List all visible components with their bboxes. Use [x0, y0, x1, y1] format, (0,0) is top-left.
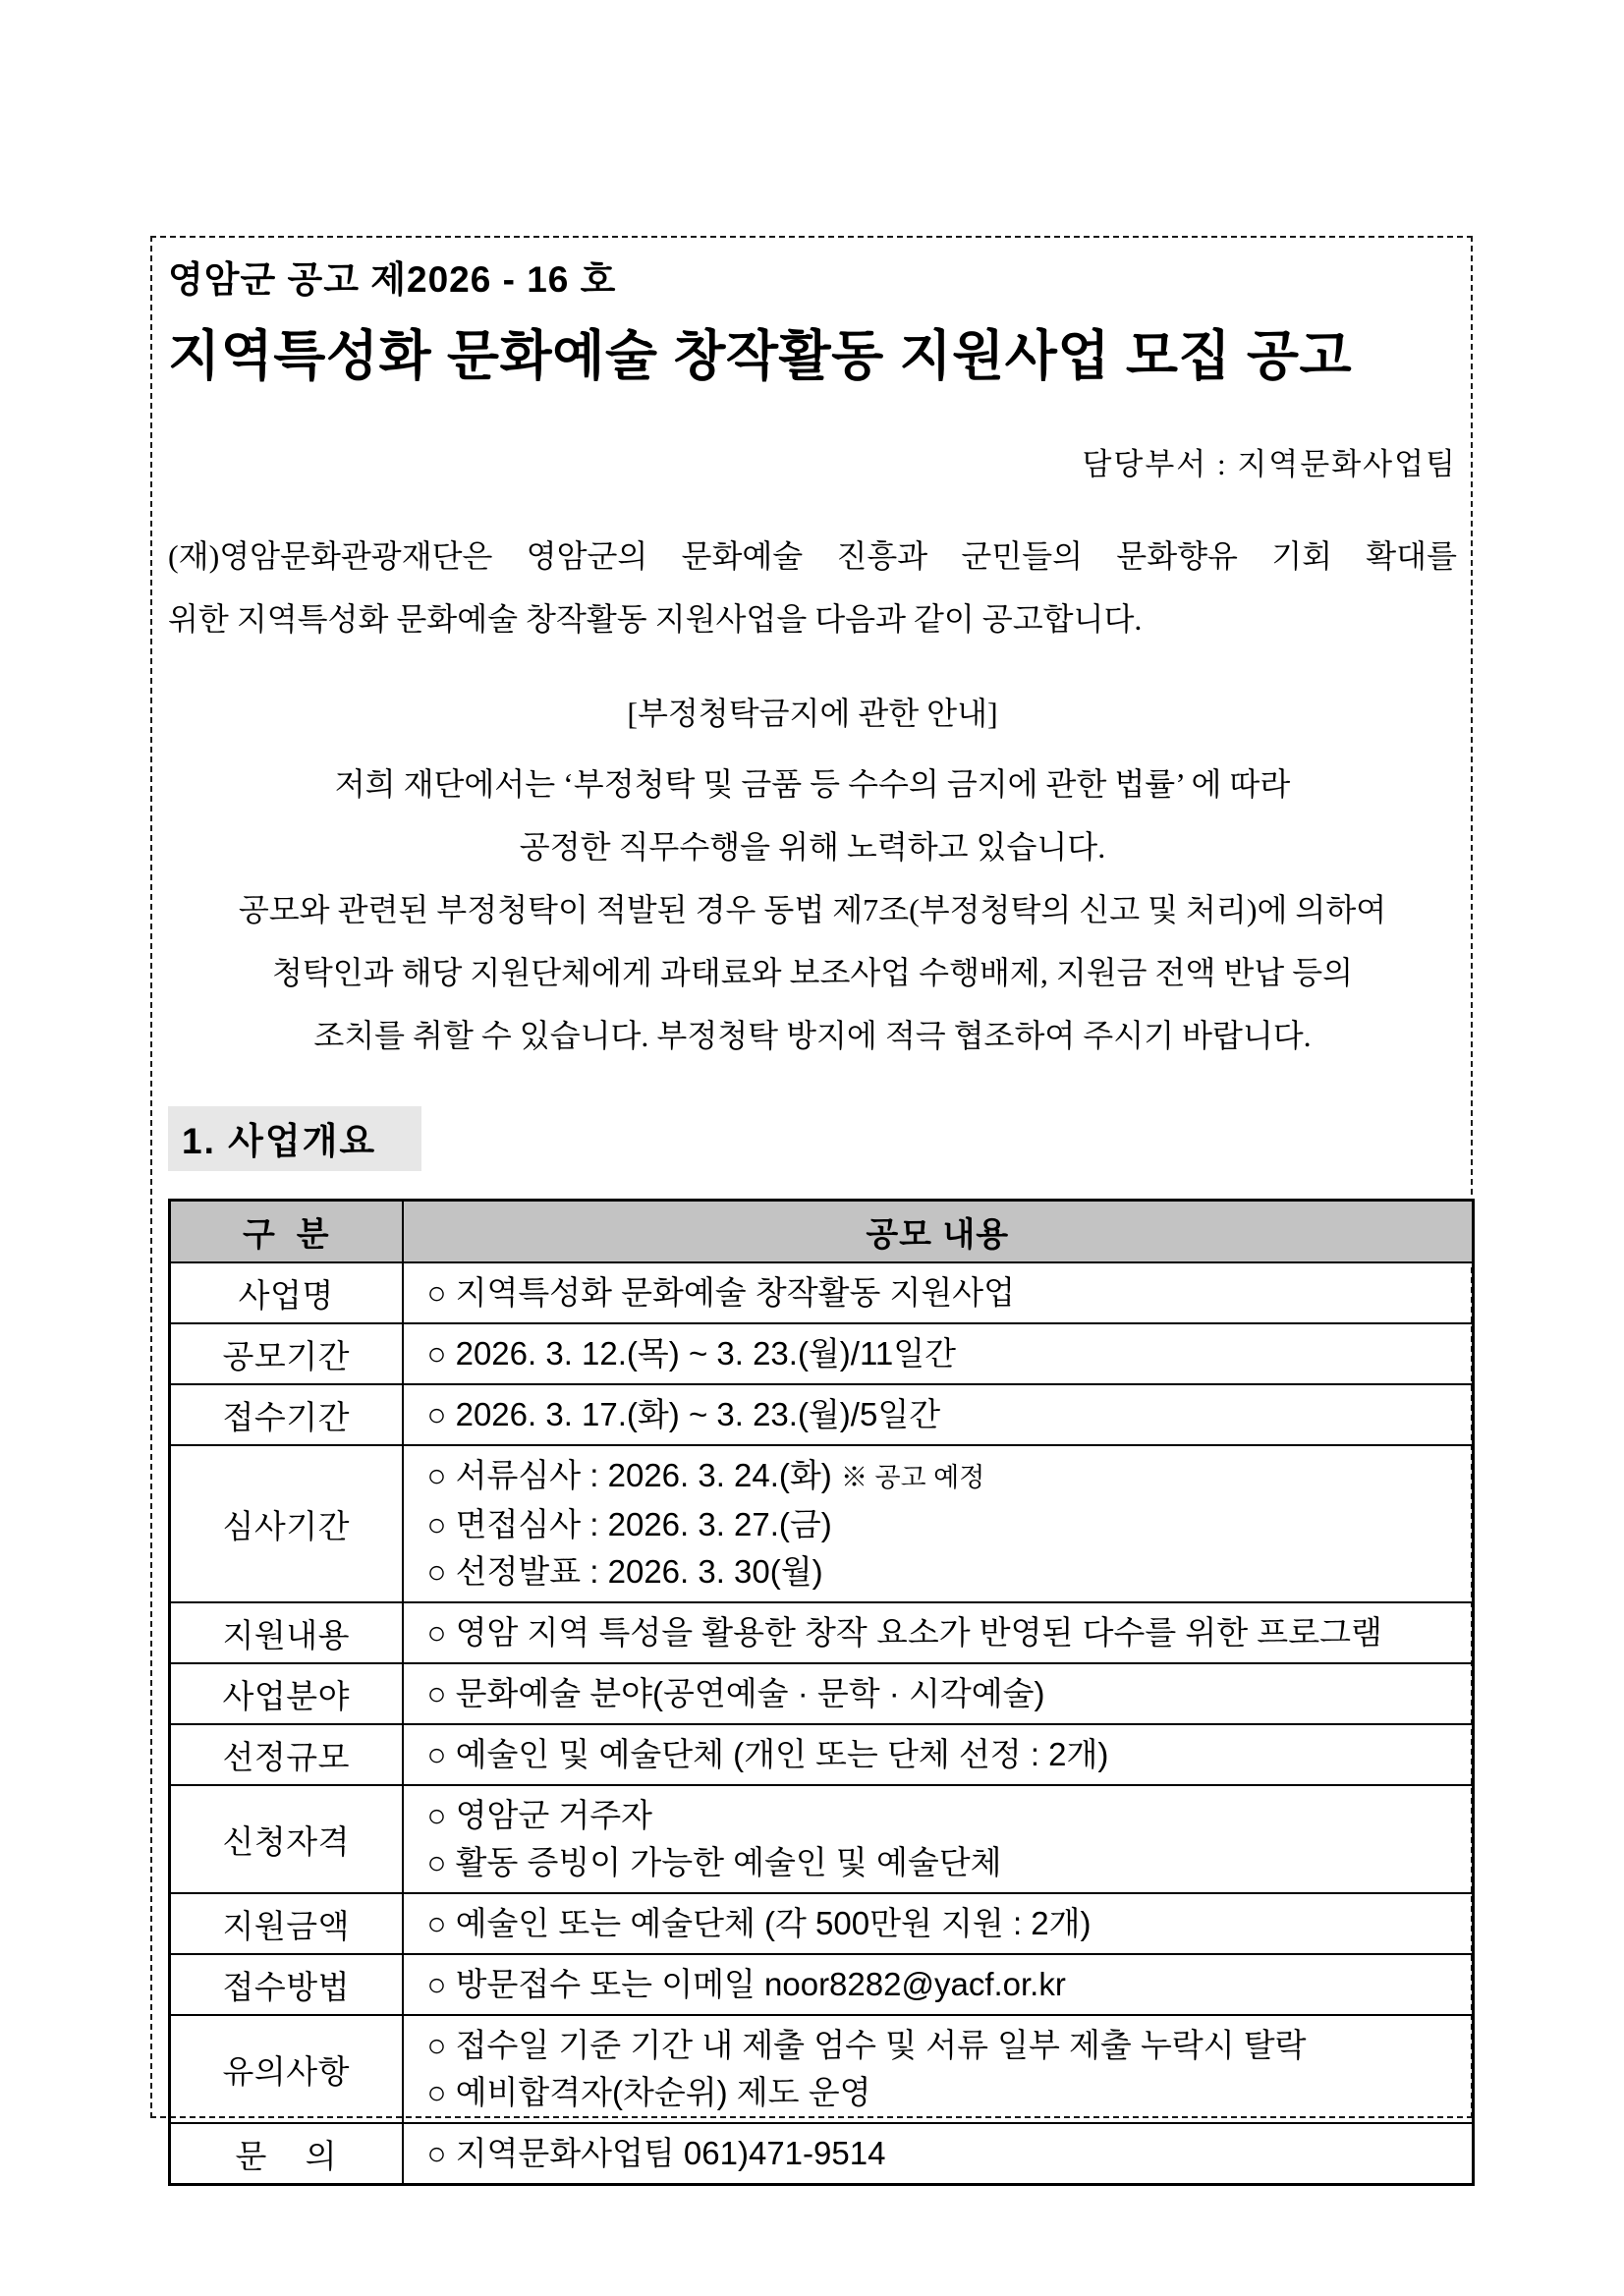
- table-row: [170, 1954, 1474, 2015]
- content-line: ○ 예비합격자(차순위) 제도 운영: [426, 2074, 871, 2110]
- table-row: [170, 1262, 1474, 1323]
- row-content: [403, 2123, 1474, 2185]
- row-label: 공모기간: [170, 1323, 403, 1384]
- content-line: ○ 예술인 또는 예술단체 (각 500만원 지원 : 2개): [426, 1905, 1092, 1941]
- content-line: ○ 선정발표 : 2026. 3. 30(월): [426, 1553, 823, 1590]
- table-row: [170, 2123, 1474, 2185]
- section1-heading: 1. 사업개요: [168, 1106, 421, 1171]
- row-label: 접수기간: [170, 1384, 403, 1445]
- row-label: 사업분야: [170, 1663, 403, 1724]
- page-title: 지역특성화 문화예술 창작활동 지원사업 모집 공고: [168, 325, 1353, 386]
- intro-line: (재)영암문화관광재단은 영암군의 문화예술 진흥과 군민들의 문화향유 기회 확대를: [168, 538, 1457, 574]
- col-header-gubun: 구 분: [170, 1201, 403, 1263]
- content-line: ○ 지역문화사업팀 061)471-9514: [426, 2135, 886, 2171]
- page-border: [150, 236, 1473, 2174]
- table-row: [170, 1663, 1474, 1724]
- intro-line: 위한 지역특성화 문화예술 창작활동 지원사업을 다음과 같이 공고합니다.: [168, 601, 1143, 637]
- table-row: [170, 1445, 1474, 1602]
- table-row: [170, 1893, 1474, 1954]
- intro-paragraph: [168, 525, 1457, 650]
- anti-graft-line: 조치를 취할 수 있습니다. 부정청탁 방지에 적극 협조하여 주시기 바랍니다.: [313, 1018, 1312, 1053]
- row-content: [403, 2015, 1474, 2123]
- row-content: [403, 1893, 1474, 1954]
- row-content: [403, 1323, 1474, 1384]
- anti-graft-notice: [168, 682, 1457, 1067]
- table-header-row: [170, 1201, 1474, 1263]
- row-label: 심사기간: [170, 1445, 403, 1602]
- anti-graft-heading: [부정청탁금지에 관한 안내]: [627, 696, 998, 731]
- row-content: [403, 1262, 1474, 1323]
- table-row: [170, 1602, 1474, 1663]
- table-row: [170, 2015, 1474, 2123]
- content-line: ○ 면접심사 : 2026. 3. 27.(금): [426, 1506, 832, 1542]
- content-line: ○ 예술인 및 예술단체 (개인 또는 단체 선정 : 2개): [426, 1736, 1109, 1772]
- content-line: ○ 2026. 3. 12.(목) ~ 3. 23.(월)/11일간: [426, 1335, 956, 1372]
- row-label: 선정규모: [170, 1724, 403, 1785]
- row-content: [403, 1663, 1474, 1724]
- content-line: ○ 영암군 거주자: [426, 1797, 653, 1833]
- row-content: [403, 1954, 1474, 2015]
- row-content: [403, 1384, 1474, 1445]
- row-label: 지원금액: [170, 1893, 403, 1954]
- content-text: ○ 서류심사 : 2026. 3. 24.(화): [426, 1457, 832, 1493]
- row-label: 접수방법: [170, 1954, 403, 2015]
- content-line: ○ 접수일 기준 기간 내 제출 엄수 및 서류 일부 제출 누락시 탈락: [426, 2027, 1307, 2063]
- content-line: ○ 영암 지역 특성을 활용한 창작 요소가 반영된 다수를 위한 프로그램: [426, 1614, 1382, 1651]
- section1: [168, 1106, 1457, 1171]
- anti-graft-line: 청탁인과 해당 지원단체에게 과태료와 보조사업 수행배제, 지원금 전액 반납 등의: [271, 955, 1354, 990]
- row-content: [403, 1724, 1474, 1785]
- table-row: [170, 1384, 1474, 1445]
- notice-number: 영암군 공고 제2026 - 16 호: [168, 259, 617, 300]
- row-content: [403, 1785, 1474, 1893]
- content-line: [427, 1452, 1465, 1501]
- department-line: 담당부서 : 지역문화사업팀: [1082, 447, 1457, 481]
- table-row: [170, 1785, 1474, 1893]
- anti-graft-line: 저희 재단에서는 ‘부정청탁 및 금품 등 수수의 금지에 관한 법률’ 에 따라: [334, 766, 1291, 802]
- row-label: 신청자격: [170, 1785, 403, 1893]
- content-line: ○ 활동 증빙이 가능한 예술인 및 예술단체: [426, 1844, 1002, 1880]
- row-content: [403, 1445, 1474, 1602]
- content-line: ○ 2026. 3. 17.(화) ~ 3. 23.(월)/5일간: [426, 1396, 941, 1432]
- overview-table: [168, 1199, 1475, 2186]
- row-label: 문 의: [170, 2123, 403, 2185]
- row-label: 유의사항: [170, 2015, 403, 2123]
- row-label: 사업명: [170, 1262, 403, 1323]
- col-header-content: 공모 내용: [403, 1201, 1474, 1263]
- anti-graft-line: 공정한 직무수행을 위해 노력하고 있습니다.: [519, 829, 1106, 865]
- table-row: [170, 1724, 1474, 1785]
- note-text: ※ 공고 예정: [840, 1463, 985, 1492]
- row-content: [403, 1602, 1474, 1663]
- table-row: [170, 1323, 1474, 1384]
- content-line: ○ 지역특성화 문화예술 창작활동 지원사업: [426, 1274, 1016, 1311]
- content-line: ○ 방문접수 또는 이메일 noor8282@yacf.or.kr: [426, 1966, 1066, 2002]
- content-line: ○ 문화예술 분야(공연예술 · 문학 · 시각예술): [426, 1675, 1045, 1711]
- anti-graft-line: 공모와 관련된 부정청탁이 적발된 경우 동법 제7조(부정청탁의 신고 및 처리)에 의하여: [238, 892, 1387, 927]
- row-label: 지원내용: [170, 1602, 403, 1663]
